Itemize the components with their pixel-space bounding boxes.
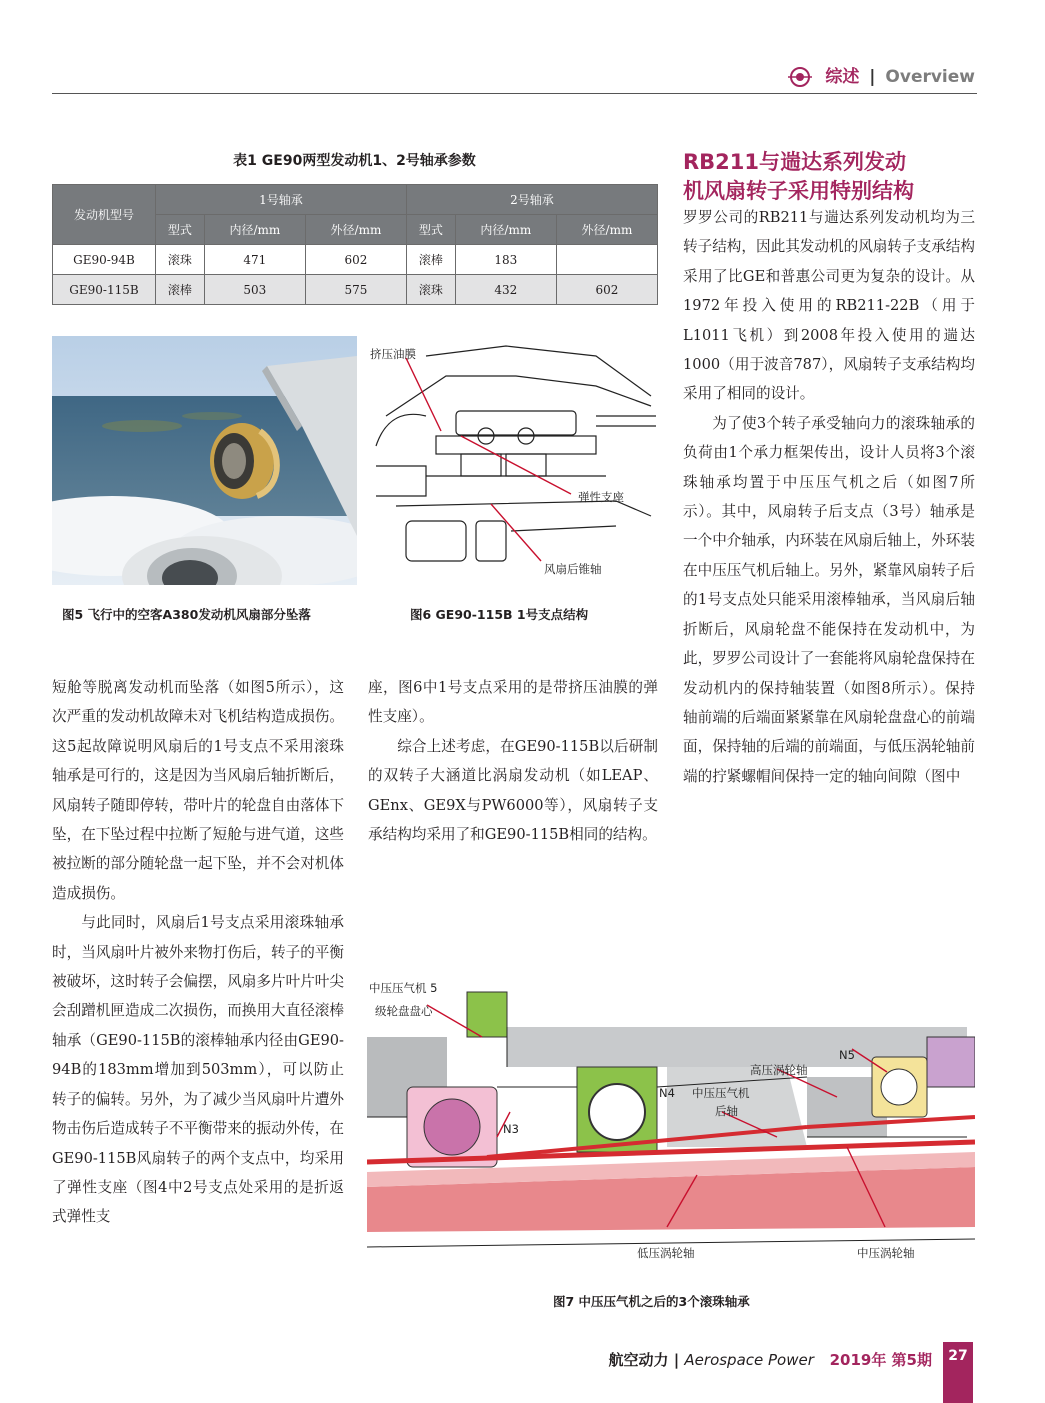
journal-logo-icon [787, 66, 813, 88]
table-cell: 滚珠 [156, 245, 205, 275]
table-cell: GE90-115B [53, 275, 156, 305]
footer-issue: 2019年 第5期 [829, 1351, 932, 1369]
bearing-support-drawing [366, 336, 658, 585]
paragraph: 短舱等脱离发动机而坠落（如图5所示），这次严重的发动机故障未对飞机结构造成损伤。这5起故障说明风扇后的1号支点不采用滚珠轴承是可行的，这是因为当风扇后轴折断后，风扇转子随即停转，带叶片的轮盘自由落体下坠，在下坠过程中拉断了短舱与进气道，这些被拉断的部分随轮盘一起下坠，并不会对机体造成损伤。 [52, 679, 344, 902]
sub-header: 型式 [406, 215, 455, 245]
col-model-header: 发动机型号 [53, 185, 156, 245]
fig6-label-squeeze-film: 挤压油膜 [370, 347, 416, 361]
fig7-label-ipt-shaft: 中压涡轮轴 [857, 1246, 915, 1260]
paragraph: 综合上述考虑，在GE90-115B以后研制的双转子大涵道比涡扇发动机（如LEAP、GEnx、GE9X与PW6000等），风扇转子支承结构均采用了和GE90-115B相同的结构。 [368, 737, 658, 844]
body-column-3 [683, 203, 975, 791]
table-cell: 575 [305, 275, 406, 305]
body-column-1 [52, 673, 344, 1232]
table-cell: 滚棒 [406, 245, 455, 275]
table-cell: GE90-94B [53, 245, 156, 275]
paragraph: 罗罗公司的RB211与遄达系列发动机均为三转子结构，因此其发动机的风扇转子支承结构采用了比GE和普惠公司更为复杂的设计。从1972年投入使用的RB211-22B（用于L1011飞机）到2008年投入使用的遄达1000（用于波音787），风扇转子支承结构均采用了相同的设计。 [683, 209, 975, 403]
footer-journal-cn: 航空动力 [608, 1351, 669, 1369]
footer-separator: | [673, 1351, 680, 1369]
fig7-caption: 图7 中压压气机之后的3个滚珠轴承 [553, 1294, 750, 1309]
page-number: 27 [943, 1342, 973, 1403]
table-cell: 432 [455, 275, 556, 305]
body-column-2 [368, 673, 658, 849]
footer-journal-en: Aerospace Power [684, 1351, 814, 1369]
section-heading-line1: RB211与遄达系列发动 [683, 150, 907, 174]
running-header [787, 62, 975, 88]
table-cell: 滚棒 [156, 275, 205, 305]
table-row [53, 245, 658, 275]
fig7-label-ipc-line2: 级轮盘盘心 [375, 1004, 433, 1018]
paragraph: 座，图6中1号支点采用的是带挤压油膜的弹性支座）。 [368, 679, 658, 726]
fig6-caption: 图6 GE90-115B 1号支点结构 [410, 607, 589, 622]
table-cell: 602 [305, 245, 406, 275]
a380-engine-photo [52, 336, 357, 585]
fig7-label-ipc-shaft-line1: 中压压气机 [692, 1086, 750, 1100]
header-rule [52, 93, 977, 94]
fig7-label-ipc-line1: 中压压气机 5 [369, 981, 438, 995]
table-cell [556, 245, 657, 275]
table-cell: 602 [556, 275, 657, 305]
table-cell: 503 [204, 275, 305, 305]
table-cell: 471 [204, 245, 305, 275]
three-ball-bearings-drawing [367, 977, 975, 1267]
header-section-en: Overview [885, 67, 975, 87]
sub-header: 内径/mm [455, 215, 556, 245]
fig6-label-elastic-support: 弹性支座 [578, 490, 624, 504]
section-heading [683, 148, 975, 206]
footer-journal [608, 1349, 932, 1370]
sub-header: 外径/mm [305, 215, 406, 245]
table-caption: 表1 GE90两型发动机1、2号轴承参数 [233, 153, 476, 169]
bearing-table [52, 184, 658, 305]
group1-header: 1号轴承 [156, 185, 407, 215]
paragraph: 与此同时，风扇后1号支点采用滚珠轴承时，当风扇叶片被外来物打伤后，转子的平衡被破坏，这时转子会偏摆，风扇多片叶片叶尖会刮蹭机匣造成二次损伤，而换用大直径滚棒轴承（GE90-115B的滚棒轴承内径由GE90-94B的183mm增加到503mm），可以防止转子的偏转。另外，为了减少当风扇叶片遭外物击伤后造成转子不平衡带来的振动外传，在GE90-115B风扇转子的两个支点中，均采用了弹性支座（图4中2号支点处采用的是折返式弹性支 [52, 914, 344, 1226]
group2-header: 2号轴承 [406, 185, 657, 215]
section-heading-line2: 机风扇转子采用特别结构 [683, 179, 914, 203]
header-separator: | [869, 67, 876, 87]
sub-header: 内径/mm [204, 215, 305, 245]
table-row [53, 275, 658, 305]
fig7-label-n4: N4 [659, 1086, 675, 1100]
table-cell: 滚珠 [406, 275, 455, 305]
fig7-label-ipc-shaft-line2: 后轴 [715, 1104, 738, 1118]
fig7-label-hpt-shaft: 高压涡轮轴 [750, 1063, 808, 1077]
header-section-cn: 综述 [825, 67, 860, 87]
sub-header: 型式 [156, 215, 205, 245]
fig6-label-fan-cone-shaft: 风扇后锥轴 [544, 562, 602, 576]
table-cell: 183 [455, 245, 556, 275]
fig7-label-lpt-shaft: 低压涡轮轴 [637, 1246, 695, 1260]
paragraph: 为了使3个转子承受轴向力的滚珠轴承的负荷由1个承力框架传出，设计人员将3个滚珠轴承均置于中压压气机之后（如图7所示）。其中，风扇转子后支点（3号）轴承是一个中介轴承，内环装在风扇后轴上，外环装在中压压气机后轴上。另外，紧靠风扇转子后的1号支点处只能采用滚棒轴承，当风扇后轴折断后，风扇轮盘不能保持在发动机中，为此，罗罗公司设计了一套能将风扇轮盘保持在发动机内的保持轴装置（如图8所示）。保持轴前端的后端面紧紧靠在风扇轮盘盘心的前端面，保持轴的后端的前端面，与低压涡轮轴前端的拧紧螺帽间保持一定的轴向间隙（图中 [683, 414, 975, 785]
sub-header: 外径/mm [556, 215, 657, 245]
fig5-caption: 图5 飞行中的空客A380发动机风扇部分坠落 [62, 607, 311, 622]
fig7-label-n3: N3 [503, 1122, 519, 1136]
fig7-label-n5: N5 [839, 1048, 855, 1062]
